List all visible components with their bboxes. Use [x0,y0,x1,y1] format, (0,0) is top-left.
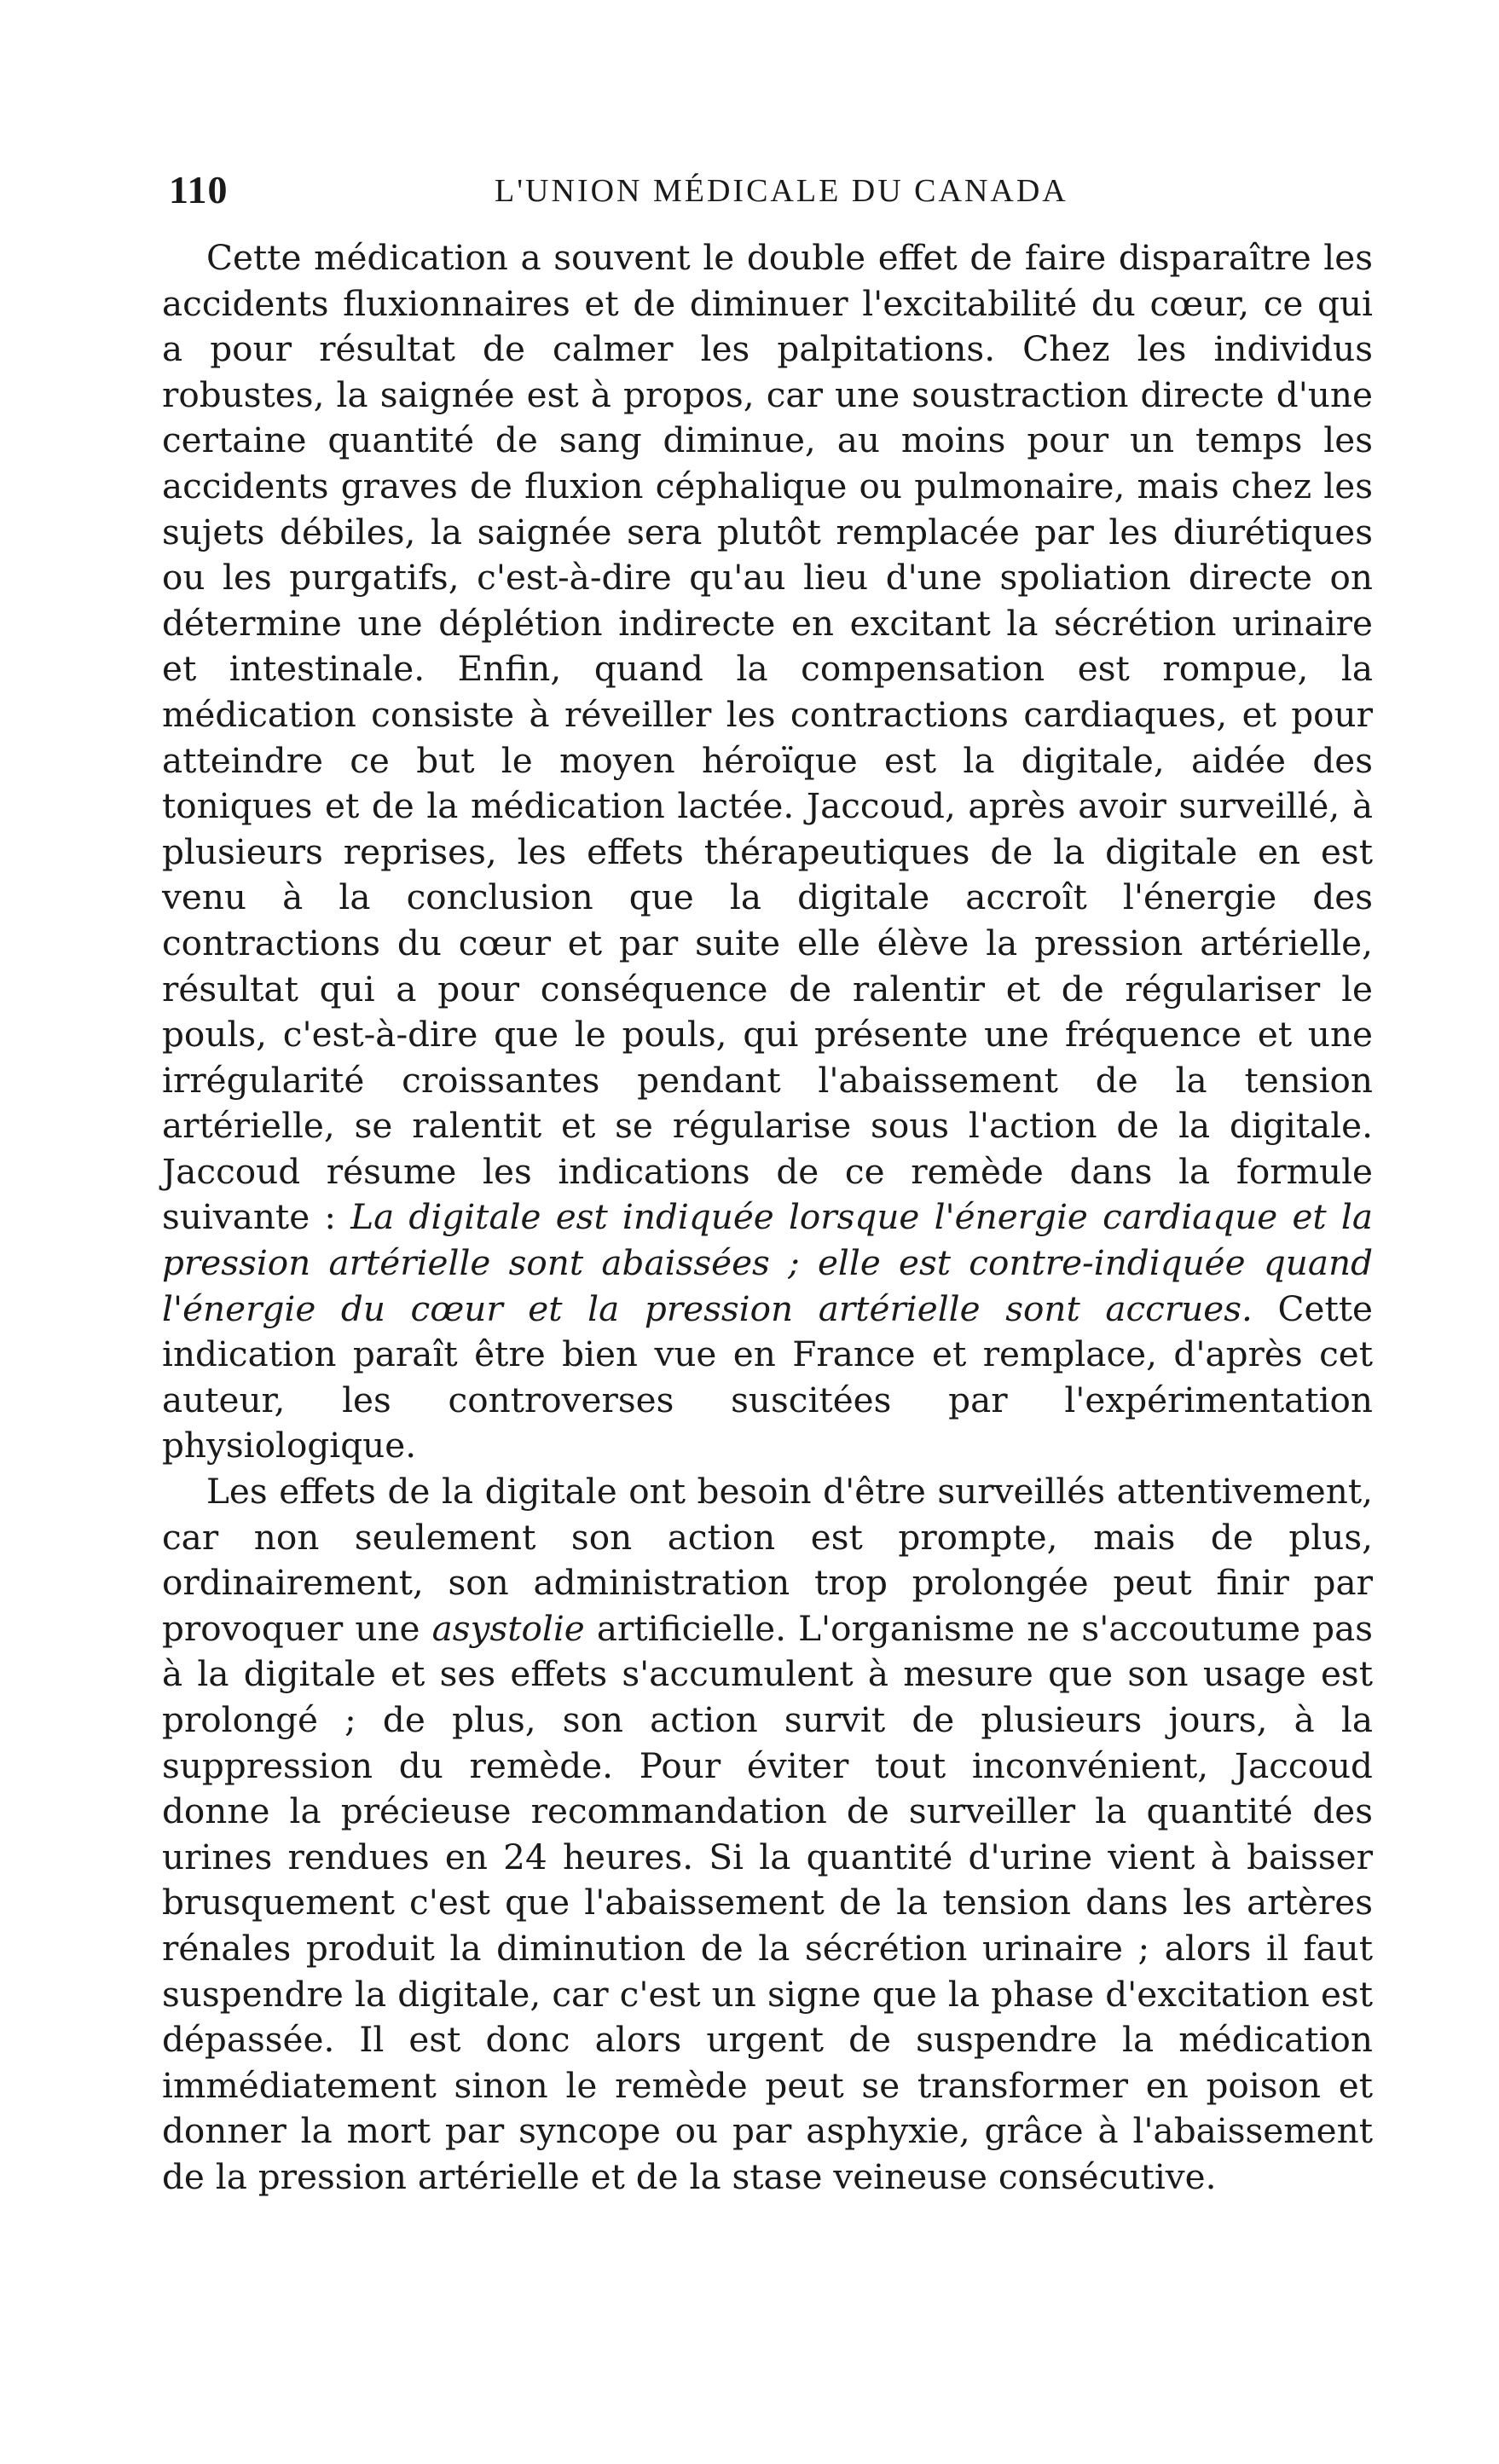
paragraph-text: Les effets de la digitale ont besoin d'être surveillés attentivement, car non seulement son action est prompte, mais de plus, ordinairement, son administration trop prolongée peut finir par provoquer une [162,1471,1373,1649]
paragraph [162,235,1373,1469]
paragraph-text: Cette indication paraît être bien vue en France et remplace, d'après cet auteur, les controverses suscitées par l'expérimentation physiologique. [162,1287,1373,1466]
paragraph [162,1469,1373,2201]
paragraph-text: artificielle. L'organisme ne s'accoutume pas à la digitale et ses effets s'accumulent à mesure que son usage est prolongé ; de plus, son action survit de plusieurs jours, à la suppression du remède. Pour éviter tout inconvénient, Jaccoud donne la précieuse recommandation de surveiller la quantité des urines rendues en 24 heures. Si la quantité d'urine vient à baisser brusquement c'est que l'abaissement de la tension dans les artères rénales produit la diminution de la sécrétion urinaire ; alors il faut suspendre la digitale, car c'est un signe que la phase d'excitation est dépassée. Il est donc alors urgent de suspendre la médication immédiatement sinon le remède peut se transformer en poison et donner la mort par syncope ou par asphyxie, grâce à l'abaissement de la pression artérielle et de la stase veineuse consécutive. [162,1607,1373,2197]
paragraph-text: Cette médication a souvent le double effet de faire disparaître les accidents fluxionnaires et de diminuer l'excitabilité du cœur, ce qui a pour résultat de calmer les palpitations. Chez les individus robustes, la saignée est à propos, car une soustraction directe d'une certaine quantité de sang diminue, au moins pour un temps les accidents graves de fluxion céphalique ou pulmonaire, mais chez les sujets débiles, la saignée sera plutôt remplacée par les diurétiques ou les purgatifs, c'est-à-dire qu'au lieu d'une spoliation directe on détermine une déplétion indirecte en excitant la sécrétion urinaire et intestinale. Enfin, quand la compensation est rompue, la médication consiste à réveiller les contractions cardiaques, et pour atteindre ce but le moyen héroïque est la digitale, aidée des toniques et de la médication lactée. Jaccoud, après avoir surveillé, à plusieurs reprises, les effets thérapeutiques de la digitale en est venu à la conclusion que la digitale accroît l'énergie des contractions du cœur et par suite elle élève la pression artérielle, résultat qui a pour conséquence de ralentir et de régulariser le pouls, c'est-à-dire que le pouls, qui présente une fréquence et une irrégularité croissantes pendant l'abaissement de la tension artérielle, se ralentit et se régularise sous l'action de la digitale. Jaccoud résume les indications de ce remède dans la formule suivante : [162,237,1373,1238]
article-body [162,235,1373,2201]
page-header [169,167,1380,218]
italic-quote: La digitale est indiquée lorsque l'énergie cardiaque et la pression artérielle sont abaissées ; elle est contre-indiquée quand l'énergie du cœur et la pression artérielle sont accrues. [162,1196,1373,1329]
page-number: 110 [169,168,229,211]
running-title: L'UNION MÉDICALE DU CANADA [495,173,1068,209]
italic-term: asystolie [431,1607,585,1649]
